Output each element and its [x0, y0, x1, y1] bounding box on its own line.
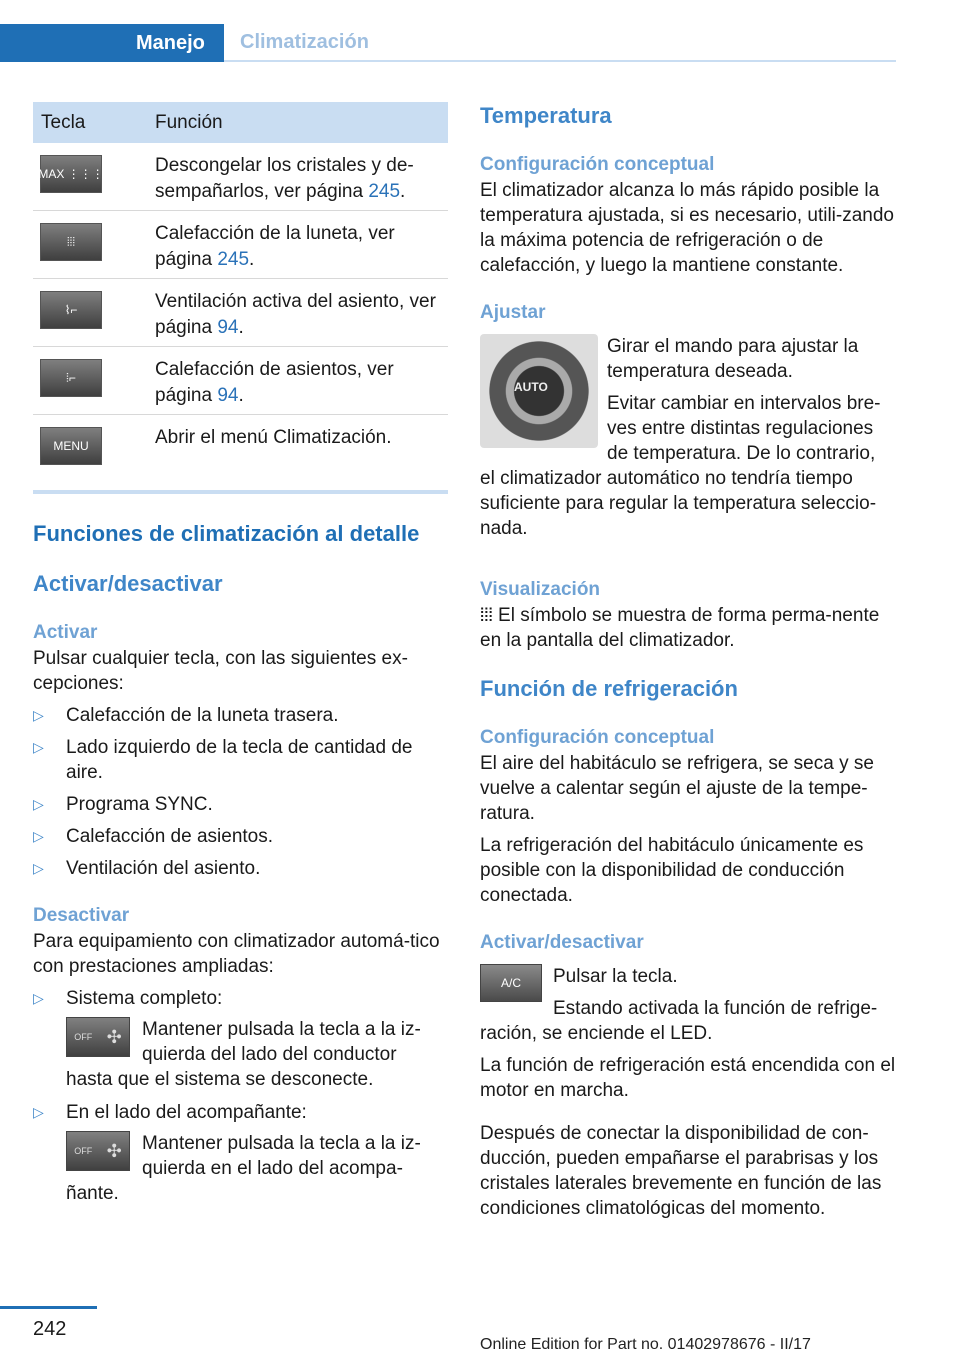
ac-text: Estando activada la función de refrige-: [553, 998, 878, 1019]
page-link[interactable]: 94: [217, 385, 239, 406]
section-heading: Funciones de climatización al detalle: [33, 521, 420, 546]
ajustar-text: Evitar cambiar en intervalos bre-ves entre distintas regulaciones de temperatura. De lo contrario,: [607, 393, 881, 464]
visual-paragraph: ⦙⦙⦙ El símbolo se muestra de forma perma-nente en la pantalla del climatizador.: [480, 605, 880, 651]
header-tab: [0, 24, 224, 62]
col-key-header: Tecla: [33, 102, 155, 143]
concept2-heading: Configuración conceptual: [480, 727, 715, 748]
activar-list: [33, 703, 448, 881]
table-row: ⌇⌐ Ventilación activa del asiento, ver página 94.: [33, 279, 448, 347]
desactivar-heading: Desactivar: [33, 905, 130, 926]
refrig-heading: Función de refrigeración: [480, 676, 738, 701]
ac-text: Pulsar la tecla.: [553, 966, 678, 987]
ac-paragraph: Después de conectar la disponibilidad de con-ducción, pueden empañarse el parabrisas y los cristales laterales brevemente en función de las condiciones climatológicas del momento.: [480, 1123, 882, 1219]
max-defrost-icon: MAX ⋮⋮⋮: [40, 155, 102, 193]
header-section-title: Climatización: [240, 31, 369, 53]
ajustar-text-cont: el climatizador automático no tendría tiempo suficiente para regular la temperatura seleccio-nada.: [480, 468, 877, 539]
table-row: ⦙⦙⦙ Calefacción de la luneta, ver página 245.: [33, 211, 448, 279]
desactivar-list: [33, 986, 448, 1206]
list-item: ▷ Sistema completo: OFF ✣ Mantener pulsada la tecla a la iz- quierda del lado del conductor hasta que el sistema se desconecte.: [33, 988, 421, 1090]
list-item: ▷ Lado izquierdo de la tecla de cantidad de aire.: [33, 737, 413, 783]
concept-paragraph: El climatizador alcanza lo más rápido posible la temperatura ajustada, si es necesario, utili-zando la máxima potencia de refrigeración o de calefacción, y luego la mantiene constante.: [480, 180, 895, 276]
rear-window-heat-icon: ⦙⦙⦙: [40, 223, 102, 261]
ajustar-heading: Ajustar: [480, 302, 546, 323]
page-number: 242: [33, 1318, 67, 1340]
table-row: ⦙⌐ Calefacción de asientos, ver página 94.: [33, 347, 448, 415]
right-column: [480, 102, 898, 1221]
ac-paragraph: La función de refrigeración está encendida con el motor en marcha.: [480, 1055, 896, 1101]
ajustar-text: Girar el mando para ajustar la temperatura deseada.: [607, 336, 859, 382]
keys-table: [33, 102, 448, 482]
subsection-heading: Activar/desactivar: [33, 571, 223, 596]
header-divider: [224, 60, 896, 62]
list-item: ▷ Ventilación del asiento.: [33, 858, 261, 879]
visual-heading: Visualización: [480, 579, 601, 600]
page-link[interactable]: 94: [217, 317, 239, 338]
table-bottom-rule: [33, 490, 448, 494]
fan-off-key: OFF ✣: [66, 1017, 130, 1057]
fan-off-key: OFF ✣: [66, 1131, 130, 1171]
list-item: ▷ Programa SYNC.: [33, 794, 213, 815]
page-link[interactable]: 245: [368, 181, 401, 202]
seat-heating-icon: ⦙⌐: [40, 359, 102, 397]
seat-ventilation-icon: ⌇⌐: [40, 291, 102, 329]
refrig-paragraph: El aire del habitáculo se refrigera, se seca y se vuelve a calentar según el ajuste de la tempe-ratura.: [480, 753, 874, 824]
rear-window-heat-icon: ⦙⦙⦙: [480, 605, 493, 626]
activar-paragraph: Pulsar cualquier tecla, con las siguientes ex-cepciones:: [33, 648, 408, 694]
ac-text-cont: ración, se enciende el LED.: [480, 1023, 713, 1044]
footer-rule: [0, 1306, 97, 1309]
list-item: ▷ En el lado del acompañante: OFF ✣ Mantener pulsada la tecla a la iz- quierda en el lado del acompa- ñante.: [33, 1102, 421, 1204]
activar-heading: Activar: [33, 622, 98, 643]
header-tab-label: Manejo: [136, 32, 205, 54]
concept-heading: Configuración conceptual: [480, 154, 715, 175]
refrig-paragraph: La refrigeración del habitáculo únicamente es posible con la disponibilidad de conducción conectada.: [480, 835, 864, 906]
temperature-heading: Temperatura: [480, 103, 612, 128]
left-column: [33, 102, 448, 1206]
actdes-heading: Activar/desactivar: [480, 932, 644, 953]
edition-text: Online Edition for Part no. 01402978676 - II/17: [480, 1336, 811, 1353]
ac-key-icon: A/C: [480, 964, 542, 1002]
page-link[interactable]: 245: [217, 249, 250, 270]
temperature-knob-icon: AUTO: [480, 334, 598, 448]
desactivar-paragraph: Para equipamiento con climatizador automá-tico con prestaciones ampliadas:: [33, 931, 440, 977]
menu-key: MENU: [40, 427, 102, 465]
list-item: ▷ Calefacción de la luneta trasera.: [33, 705, 339, 726]
col-function-header: Función: [155, 102, 448, 143]
table-row: MENU Abrir el menú Climatización.: [33, 415, 448, 483]
list-item: ▷ Calefacción de asientos.: [33, 826, 274, 847]
table-row: MAX ⋮⋮⋮ Descongelar los cristales y de-sempañarlos, ver página 245.: [33, 143, 448, 211]
